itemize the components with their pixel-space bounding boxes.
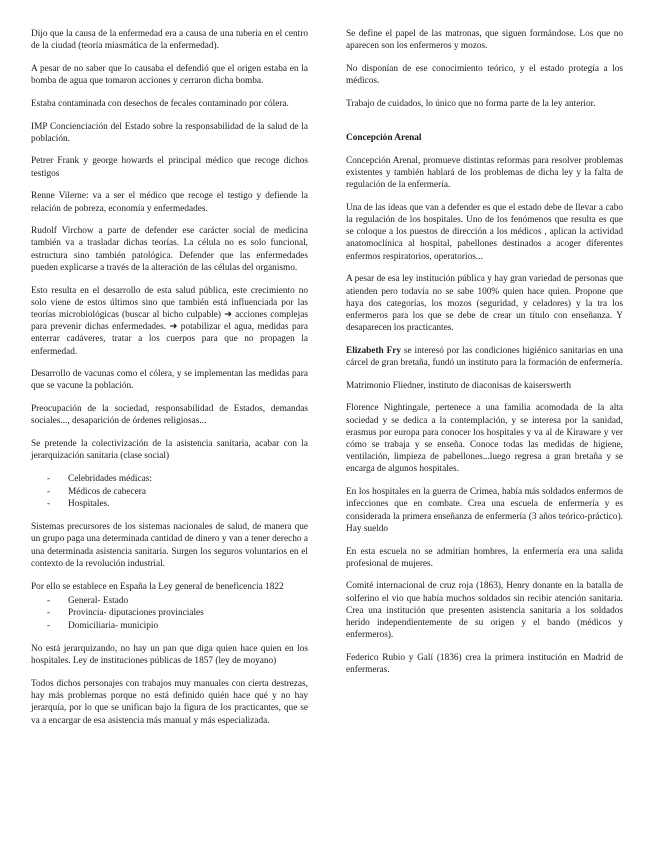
list-item bbox=[31, 607, 308, 620]
paragraph: Se define el papel de las matronas, que siguen formándose. Los que no aparecen son los enfermeros y mozos. bbox=[346, 29, 623, 52]
dash-marker: - bbox=[47, 473, 51, 484]
paragraph: Florence Nightingale, pertenece a una familia acomodada de la alta sociedad y se dedica a la contemplación, y se interesa por la sanidad, erasmus por europa para conocer los hospitales y va al de Kiraware y ver cómo se trabaja y se enseña. Conoce todas las medidas de higiene, ventilación, limpieza de pabellones...luego regresa a gran bretaña y se encarga de algunos hospitales. bbox=[346, 403, 623, 475]
list-item bbox=[31, 486, 308, 499]
dash-marker: - bbox=[47, 620, 51, 631]
paragraph: Esto resulta en el desarrollo de esta salud pública, este crecimiento no solo viene de estos últimos sino que también está influenciada por las teorías microbiológicas (buscar al bicho culpable) ➜ acciones complejas para prevenir dichas enfermedades. ➜ potabilizar el agua, medidas para enterrar cadáveres, tratar a los cuerpos para que no propagen la enfermedad. bbox=[31, 285, 308, 357]
paragraph: Trabajo de cuidados, lo único que no forma parte de la ley anterior. bbox=[346, 98, 596, 109]
list-item bbox=[31, 473, 308, 486]
paragraph: Estaba contaminada con desechos de fecales contaminado por cólera. bbox=[31, 98, 289, 109]
care-types-list bbox=[31, 473, 308, 511]
list-item bbox=[31, 595, 308, 608]
left-column bbox=[31, 28, 308, 737]
paragraph: Por ello se establece en España la Ley general de beneficencia 1822 bbox=[31, 581, 284, 592]
bold-name: Elizabeth Fry bbox=[346, 345, 402, 356]
list-item-text: Hospitales. bbox=[68, 499, 110, 510]
list-item bbox=[31, 620, 308, 633]
paragraph: IMP Concienciación del Estado sobre la responsabilidad de la salud de la población. bbox=[31, 121, 308, 144]
dash-marker: - bbox=[47, 595, 51, 606]
right-column bbox=[346, 28, 623, 687]
list-item-text: Médicos de cabecera bbox=[68, 486, 146, 497]
paragraph: Dijo que la causa de la enfermedad era a causa de una tubería en el centro de la ciudad (teoría miasmática de la enfermedad). bbox=[31, 29, 308, 52]
paragraph: Petrer Frank y george howards el principal médico que recoge dichos testigos bbox=[31, 156, 308, 179]
paragraph: Renne Vilerne: va a ser el médico que recoge el testigo y defiende la relación de pobreza, economía y enfermedades. bbox=[31, 191, 308, 214]
paragraph-text: se interesó por las condiciones higiénico sanitarias en una cárcel de gran bretaña, fundó un instituto para la formación de enfermería. bbox=[346, 345, 624, 369]
paragraph: No está jerarquizando, no hay un pan que diga quien hace quien en los hospitales. Ley de instituciones públicas de 1857 (ley de moyano) bbox=[31, 644, 308, 667]
paragraph: En los hospitales en la guerra de Crimea, había más soldados enfermos de infecciones que en combate. Crea una escuela de enfermería y es considerada la primera enseñanza de enfermería (3 años teórico-práctico). Hay sueldo bbox=[346, 487, 623, 534]
paragraph: Sistemas precursores de los sistemas nacionales de salud, de manera que un grupo paga una determinada cantidad de dinero y van a tener derecho a una determinada asistencia sanitaria. Surgen los seguros voluntarios en el contexto de la revolución industrial. bbox=[31, 522, 308, 569]
paragraph bbox=[346, 345, 623, 369]
list-item-text: Celebridades médicas: bbox=[68, 473, 152, 484]
dash-marker: - bbox=[47, 486, 51, 497]
paragraph: Todos dichos personajes con trabajos muy manuales con cierta destrezas, hay más problemas porque no está definido quién hace qué y no hay jerarquía, por lo que se unifican bajo la figura de los practicantes, que se va a encargar de esa asistencia más manual y más especializada. bbox=[31, 678, 308, 726]
list-item-text: Provincia- diputaciones provinciales bbox=[68, 608, 204, 619]
paragraph: No disponían de ese conocimiento teórico, y el estado protegía a los médicos. bbox=[346, 63, 623, 87]
section-heading: Concepción Arenal bbox=[346, 133, 422, 144]
beneficence-levels-list bbox=[31, 595, 308, 633]
paragraph: A pesar de no saber que lo causaba el defendió que el origen estaba en la bomba de agua que tomaron acciones y cerraron dicha bomba. bbox=[31, 63, 308, 87]
paragraph: En esta escuela no se admitían hombres, la enfermería era una salida profesional de mujeres. bbox=[346, 546, 623, 569]
dash-marker: - bbox=[47, 499, 51, 510]
list-item-text: General- Estado bbox=[68, 595, 129, 606]
dash-marker: - bbox=[47, 608, 51, 619]
paragraph: Comité internacional de cruz roja (1863), Henry donante en la batalla de solferino el vio que había muchos soldados sin recibir atención sanitaria. Crea una institución que presenten asistencia sanitaria a los soldados herido independientemente de su origen y el bando (médicos y enfermeros). bbox=[346, 581, 623, 641]
paragraph: Preocupación de la sociedad, responsabilidad de Estados, demandas sociales..., desaparición de órdenes religiosas... bbox=[31, 404, 308, 427]
paragraph: Desarrollo de vacunas como el cólera, y se implementan las medidas para que se vacune la población. bbox=[31, 369, 308, 392]
paragraph: A pesar de esa ley institución pública y hay gran variedad de personas que atienden pero todavía no se sabe 100% quien hace quien. Propone que haya dos categorías, los mozos (seguridad, y celadores) y la tra los enfermeros para los que se debe de crear un título con enseñanza. Y desaparecen los practicantes. bbox=[346, 274, 623, 334]
paragraph: Rudolf Virchow a parte de defender ese carácter social de medicina también va a trasladar dichas teorías. La célula no es solo funcional, estructura sino también patológica. Defender que las enfermedades pueden explicarse a través de la alteración de las células del organismo. bbox=[31, 226, 308, 273]
list-item-text: Domiciliaria- municipio bbox=[68, 620, 159, 631]
paragraph: Matrimonio Fliedner, instituto de diaconisas de kaiserswerth bbox=[346, 380, 572, 391]
list-item bbox=[31, 498, 308, 511]
paragraph: Federico Rubio y Galí (1836) crea la primera institución en Madrid de enfermeras. bbox=[346, 652, 623, 676]
paragraph: Concepción Arenal, promueve distintas reformas para resolver problemas existentes y también hablará de los problemas de dicha ley y la falta de regulación de la enfermería. bbox=[346, 155, 623, 191]
paragraph: Una de las ideas que van a defender es que el estado debe de llevar a cabo la regulación de los hospitales. Uno de los fenómenos que resulta es que se coloque a los puestos de dirección a los médicos , aplican la actividad anatomoclínica al hospital, pabellones destinados a acoger diferentes enfermos respiratorios, operatorios... bbox=[346, 202, 623, 262]
paragraph: Se pretende la colectivización de la asistencia sanitaria, acabar con la jerarquización sanitaria (clase social) bbox=[31, 439, 308, 462]
